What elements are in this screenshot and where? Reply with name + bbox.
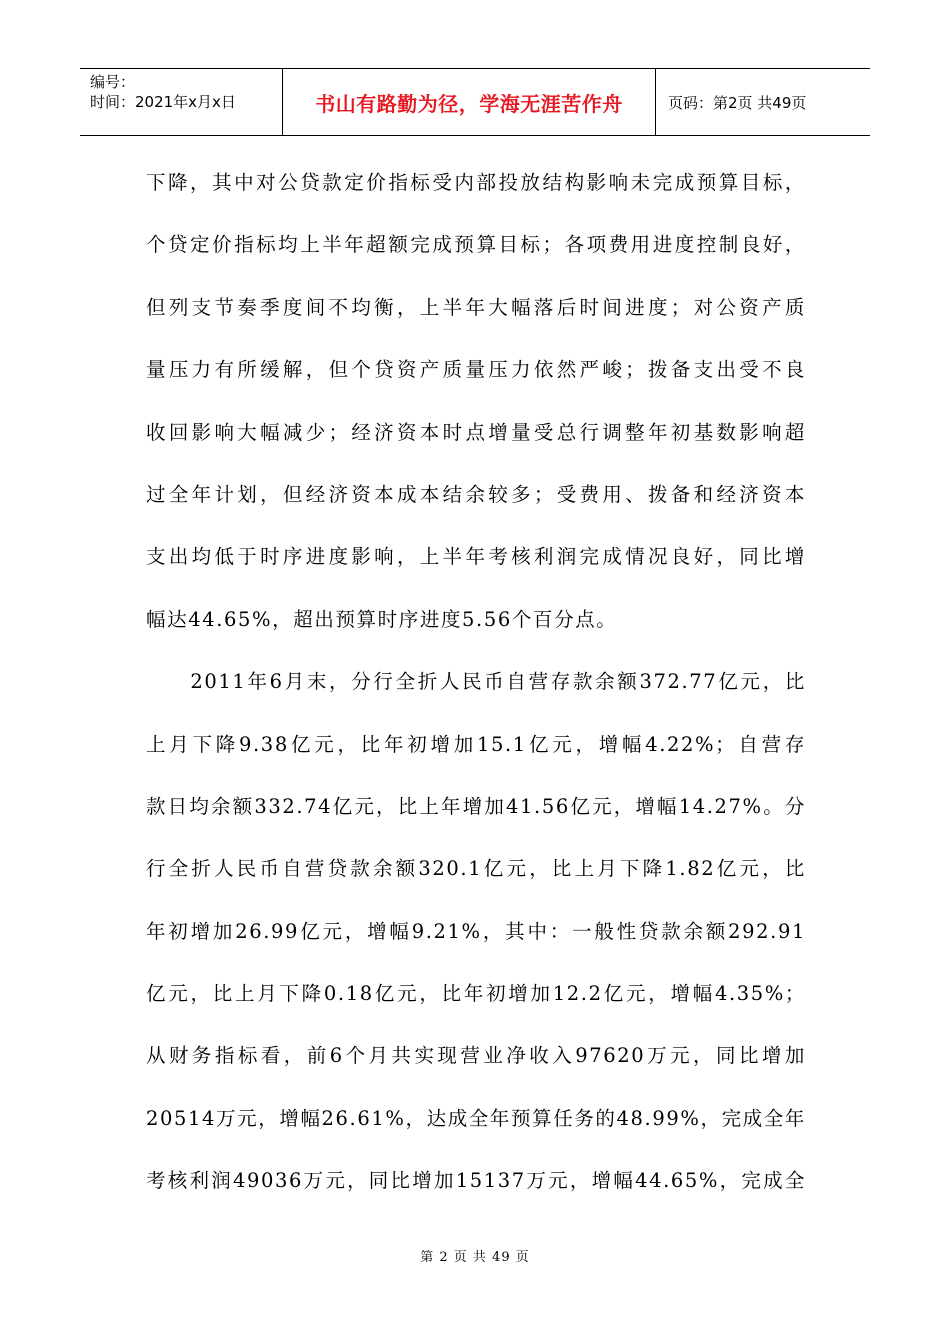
body-line: 年初增加26.99亿元，增幅9.21%，其中：一般性贷款余额292.91: [146, 919, 806, 943]
body-line: 下降，其中对公贷款定价指标受内部投放结构影响未完成预算目标，: [146, 171, 806, 194]
body-line: 行全折人民币自营贷款余额320.1亿元，比上月下降1.82亿元，比: [146, 857, 806, 881]
body-line: 上月下降9.38亿元，比年初增加15.1亿元，增幅4.22%；自营存: [146, 732, 806, 756]
body-line: 幅达44.65%，超出预算时序进度5.56个百分点。: [146, 607, 618, 631]
page-footer: 第 2 页 共 49 页: [420, 1250, 530, 1265]
body-line: 量压力有所缓解，但个贷资产质量压力依然严峻；拨备支出受不良: [146, 358, 806, 382]
body-line: 20514万元，增幅26.61%，达成全年预算任务的48.99%，完成全年: [146, 1106, 806, 1130]
body-line: 但列支节奏季度间不均衡，上半年大幅落后时间进度；对公资产质: [146, 295, 806, 319]
document-body: [146, 152, 806, 1213]
header-page-info: 页码：第2页 共49页: [668, 93, 807, 112]
header-motto: 书山有路勤为径，学海无涯苦作舟: [283, 69, 656, 135]
body-line: 款日均余额332.74亿元，比上年增加41.56亿元，增幅14.27%。分: [146, 794, 806, 818]
body-line: 考核利润49036万元，同比增加15137万元，增幅44.65%，完成全: [146, 1169, 806, 1193]
body-line: 收回影响大幅减少；经济资本时点增量受总行调整年初基数影响超: [146, 420, 806, 444]
body-line: 个贷定价指标均上半年超额完成预算目标；各项费用进度控制良好，: [146, 233, 806, 257]
body-line: 支出均低于时序进度影响，上半年考核利润完成情况良好，同比增: [146, 545, 806, 569]
body-line: 2011年6月末，分行全折人民币自营存款余额372.77亿元，比: [146, 670, 806, 694]
body-line: 亿元，比上月下降0.18亿元，比年初增加12.2亿元，增幅4.35%；: [146, 982, 806, 1006]
body-line: 从财务指标看，前6个月共实现营业净收入97620万元，同比增加: [146, 1044, 806, 1068]
header-meta-cell: [80, 69, 283, 135]
document-header: [80, 68, 870, 136]
document-number-label: 编号：: [90, 73, 136, 91]
body-line: 过全年计划，但经济资本成本结余较多；受费用、拨备和经济资本: [146, 482, 806, 506]
document-time-label: 时间：2021年x月x日: [90, 93, 236, 111]
